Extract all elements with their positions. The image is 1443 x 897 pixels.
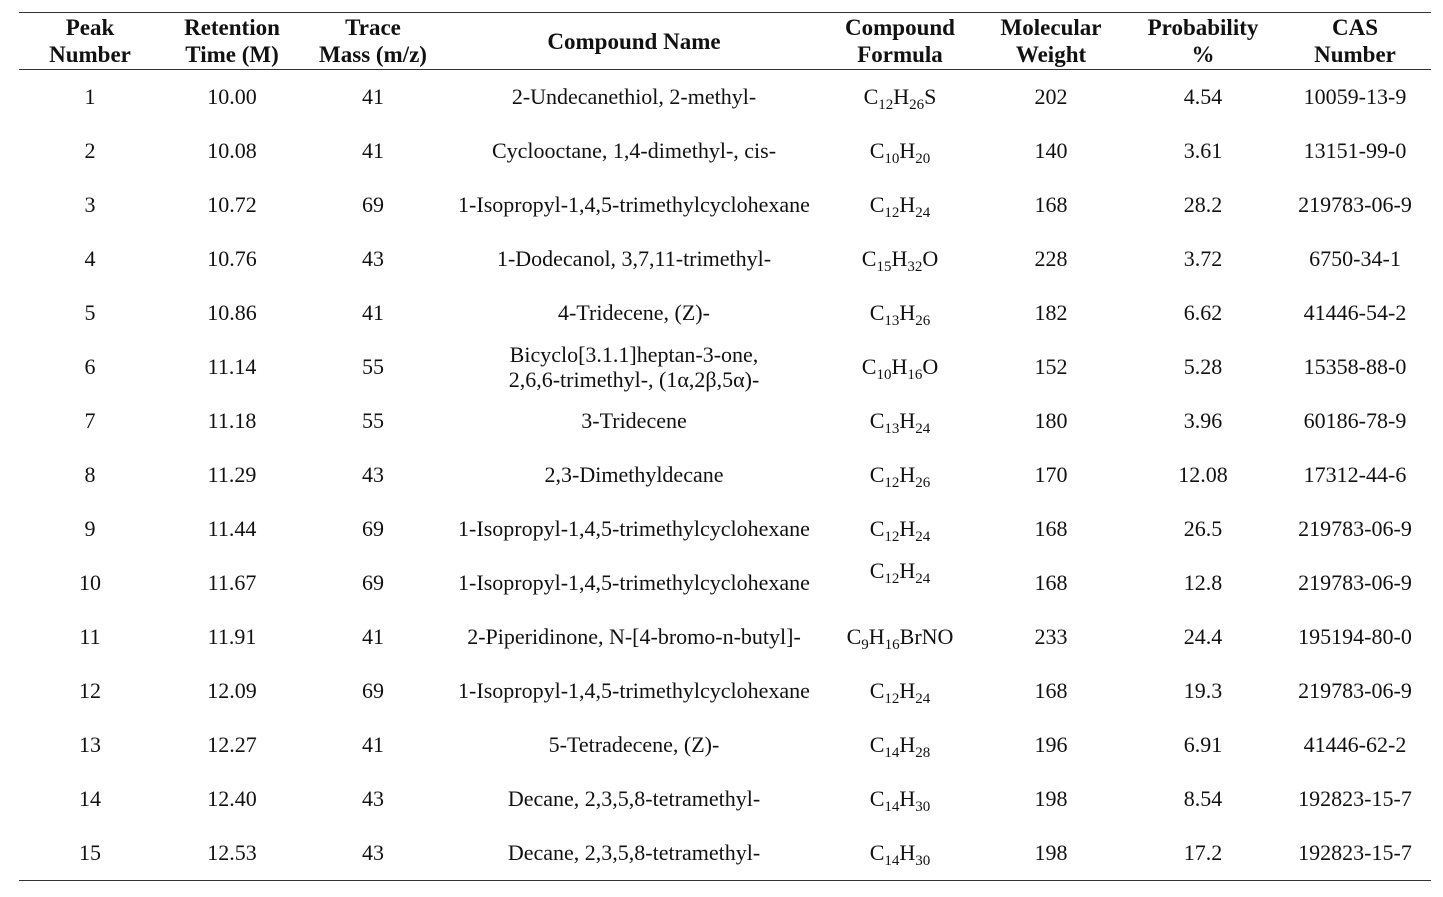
cell-probability: 4.54	[1183, 84, 1223, 109]
formula-subscript: 9	[861, 637, 869, 653]
cell-trace-mass: 55	[362, 408, 384, 433]
cell-compound-name	[443, 286, 825, 340]
compound-name-line: 1-Isopropyl-1,4,5-trimethylcyclohexane	[458, 678, 810, 703]
formula-element: C	[869, 300, 885, 325]
cell-retention-time: 10.72	[207, 192, 257, 217]
cell-trace-mass: 55	[362, 354, 384, 379]
cell-molecular-weight: 168	[1034, 516, 1068, 541]
compound-name-line: 2,3-Dimethyldecane	[544, 462, 724, 487]
table-row	[19, 448, 1431, 502]
cell-peak-number: 1	[84, 84, 96, 109]
cell-compound-name	[443, 70, 825, 125]
cell-compound-name	[443, 826, 825, 881]
formula-text	[869, 558, 931, 587]
formula-element: C	[861, 354, 877, 379]
cell-retention-time: 12.53	[161, 826, 303, 881]
formula-subscript: 24	[915, 421, 931, 437]
formula-subscript: 14	[884, 799, 900, 815]
compound-name-line: 1-Isopropyl-1,4,5-trimethylcyclohexane	[458, 192, 810, 217]
table-row	[19, 286, 1431, 340]
formula-text	[869, 732, 931, 761]
cell-cas-number: 219783-06-9	[1298, 678, 1412, 703]
formula-subscript: 12	[884, 475, 900, 491]
cell-compound-formula	[825, 502, 975, 556]
cell-peak-number: 11	[79, 624, 101, 649]
compound-name-line: 5-Tetradecene, (Z)-	[548, 732, 720, 757]
formula-element: C	[863, 84, 879, 109]
cell-cas-number: 13151-99-0	[1303, 138, 1407, 163]
formula-subscript: 28	[915, 745, 931, 761]
formula-element: C	[869, 840, 885, 865]
cell-probability: 12.08	[1178, 462, 1228, 487]
formula-subscript: 16	[884, 637, 900, 653]
header-row	[19, 13, 1431, 70]
header-line-2: Formula	[857, 42, 943, 67]
cell-compound-name	[443, 124, 825, 178]
cell-retention-time: 11.67	[207, 570, 257, 595]
cell-probability: 3.61	[1183, 138, 1223, 163]
cell-compound-formula	[825, 448, 975, 502]
cell-compound-name	[443, 556, 825, 610]
formula-text	[869, 462, 931, 491]
header-probability	[1127, 13, 1279, 70]
cell-molecular-weight: 170	[1034, 462, 1068, 487]
formula-text	[869, 786, 931, 815]
cell-peak-number: 14	[79, 786, 101, 811]
formula-element: H	[899, 732, 916, 757]
compound-name-line: 2-Piperidinone, N-[4-bromo-n-butyl]-	[467, 624, 801, 649]
cell-probability: 24.4	[1183, 624, 1223, 649]
formula-element: H	[899, 300, 916, 325]
cell-compound-formula	[825, 772, 975, 826]
formula-subscript: 30	[915, 799, 931, 815]
formula-subscript: 26	[915, 475, 931, 491]
cell-probability: 3.72	[1183, 246, 1223, 271]
cell-trace-mass: 41	[362, 138, 384, 163]
cell-probability: 6.62	[1183, 300, 1223, 325]
cell-cas-number: 60186-78-9	[1303, 408, 1407, 433]
header-line-2: %	[1191, 42, 1215, 67]
formula-text	[869, 138, 931, 167]
cell-retention-time: 11.29	[207, 462, 257, 487]
cell-trace-mass: 69	[362, 570, 384, 595]
header-line-1: Compound Name	[547, 28, 721, 54]
cell-compound-name	[443, 772, 825, 826]
formula-element: H	[899, 840, 916, 865]
formula-subscript: 32	[907, 259, 923, 275]
cell-probability: 6.91	[1183, 732, 1223, 757]
formula-element: H	[899, 558, 916, 583]
cell-molecular-weight: 198	[1034, 786, 1068, 811]
compound-name-line: 2-Undecanethiol, 2-methyl-	[511, 84, 757, 109]
cell-cas-number: 15358-88-0	[1303, 354, 1407, 379]
cell-compound-name	[443, 502, 825, 556]
cell-molecular-weight: 182	[1034, 300, 1068, 325]
header-line-2: Mass (m/z)	[319, 42, 427, 67]
header-line-1: Trace	[345, 15, 401, 40]
cell-trace-mass: 41	[362, 624, 384, 649]
header-peak-number	[19, 13, 161, 70]
cell-compound-formula	[825, 178, 975, 232]
header-compound-formula	[825, 13, 975, 70]
cell-retention-time: 11.44	[207, 516, 257, 541]
cell-compound-formula	[825, 610, 975, 664]
formula-element: C	[869, 732, 885, 757]
header-compound-name	[443, 13, 825, 70]
cell-trace-mass: 69	[362, 192, 384, 217]
formula-element: H	[899, 138, 916, 163]
header-line-2: Time (M)	[185, 42, 279, 67]
formula-text	[869, 408, 931, 437]
table-row	[19, 178, 1431, 232]
formula-element: BrNO	[899, 624, 954, 649]
header-line-1: Molecular	[1000, 15, 1102, 40]
cell-molecular-weight: 168	[1034, 192, 1068, 217]
cell-compound-formula	[825, 826, 975, 881]
formula-element: H	[899, 462, 916, 487]
formula-element: H	[899, 786, 916, 811]
cell-compound-formula	[825, 232, 975, 286]
compound-table	[19, 12, 1431, 881]
cell-compound-formula	[825, 556, 975, 610]
compound-table-container	[19, 12, 1431, 881]
header-line-1: Retention	[184, 15, 280, 40]
cell-molecular-weight: 196	[1034, 732, 1068, 757]
formula-element: H	[893, 84, 910, 109]
cell-probability: 26.5	[1183, 516, 1223, 541]
compound-name-line: 1-Isopropyl-1,4,5-trimethylcyclohexane	[458, 516, 810, 541]
formula-text	[861, 246, 939, 275]
compound-name-line: Decane, 2,3,5,8-tetramethyl-	[507, 840, 761, 865]
formula-element: C	[869, 138, 885, 163]
cell-cas-number: 192823-15-7	[1279, 826, 1431, 881]
header-molecular-weight	[975, 13, 1127, 70]
header-line-2: Number	[1314, 42, 1396, 67]
cell-trace-mass: 41	[362, 84, 384, 109]
compound-name-line: Decane, 2,3,5,8-tetramethyl-	[507, 786, 761, 811]
cell-cas-number: 195194-80-0	[1298, 624, 1412, 649]
formula-subscript: 13	[884, 313, 900, 329]
table-row	[19, 718, 1431, 772]
formula-subscript: 13	[884, 421, 900, 437]
cell-compound-formula	[825, 340, 975, 394]
cell-retention-time: 12.09	[207, 678, 257, 703]
formula-subscript: 30	[915, 853, 931, 869]
formula-subscript: 24	[915, 691, 931, 707]
cell-cas-number: 10059-13-9	[1303, 84, 1407, 109]
compound-name-line: Bicyclo[3.1.1]heptan-3-one,	[509, 342, 759, 367]
formula-element: O	[922, 354, 939, 379]
cell-cas-number: 17312-44-6	[1303, 462, 1407, 487]
cell-compound-name	[443, 610, 825, 664]
table-body	[19, 70, 1431, 881]
cell-compound-formula	[825, 718, 975, 772]
compound-name-line: 3-Tridecene	[581, 408, 687, 433]
cell-peak-number: 8	[84, 462, 96, 487]
formula-element: C	[869, 678, 885, 703]
formula-text	[869, 840, 931, 869]
cell-molecular-weight: 228	[1034, 246, 1068, 271]
cell-compound-name	[443, 178, 825, 232]
cell-trace-mass: 41	[362, 300, 384, 325]
compound-name-line: Cyclooctane, 1,4-dimethyl-, cis-	[491, 138, 777, 163]
table-row	[19, 772, 1431, 826]
formula-text	[863, 84, 937, 113]
formula-element: H	[891, 354, 908, 379]
cell-retention-time: 12.27	[207, 732, 257, 757]
cell-retention-time: 10.08	[207, 138, 257, 163]
cell-retention-time: 10.76	[207, 246, 257, 271]
formula-element: H	[899, 678, 916, 703]
table-row	[19, 610, 1431, 664]
formula-text	[861, 354, 939, 383]
cell-compound-formula	[825, 664, 975, 718]
table-row	[19, 394, 1431, 448]
cell-cas-number: 219783-06-9	[1298, 570, 1412, 595]
compound-name-line: 1-Isopropyl-1,4,5-trimethylcyclohexane	[458, 570, 810, 595]
cell-trace-mass: 69	[362, 516, 384, 541]
compound-name-line: 4-Tridecene, (Z)-	[558, 300, 710, 325]
cell-molecular-weight: 140	[1034, 138, 1068, 163]
formula-subscript: 24	[915, 205, 931, 221]
header-line-1: Compound	[845, 15, 955, 40]
formula-text	[846, 624, 954, 653]
table-header	[19, 13, 1431, 70]
formula-element: C	[869, 516, 885, 541]
cell-cas-number: 41446-54-2	[1303, 300, 1407, 325]
formula-element: C	[861, 246, 877, 271]
cell-compound-name	[443, 448, 825, 502]
cell-molecular-weight: 202	[1034, 84, 1068, 109]
formula-element: H	[868, 624, 885, 649]
header-line-2: Weight	[1015, 42, 1087, 67]
cell-peak-number: 7	[84, 408, 96, 433]
table-row	[19, 826, 1431, 881]
cell-peak-number: 6	[84, 354, 96, 379]
formula-text	[869, 678, 931, 707]
formula-subscript: 12	[884, 205, 900, 221]
compound-name-line: 2,6,6-trimethyl-, (1α,2β,5α)-	[508, 367, 760, 392]
formula-element: H	[891, 246, 908, 271]
formula-subscript: 12	[884, 691, 900, 707]
cell-compound-name	[443, 394, 825, 448]
cell-compound-formula	[825, 70, 975, 125]
cell-compound-name	[443, 664, 825, 718]
formula-element: H	[899, 192, 916, 217]
cell-retention-time: 11.91	[207, 624, 257, 649]
cell-retention-time: 11.14	[207, 354, 257, 379]
table-row	[19, 556, 1431, 610]
cell-cas-number: 192823-15-7	[1298, 786, 1412, 811]
cell-retention-time: 10.86	[207, 300, 257, 325]
cell-compound-name	[443, 718, 825, 772]
formula-element: O	[922, 246, 939, 271]
formula-element: C	[869, 462, 885, 487]
cell-probability: 19.3	[1183, 678, 1223, 703]
cell-cas-number: 219783-06-9	[1298, 516, 1412, 541]
cell-trace-mass: 43	[303, 826, 443, 881]
cell-probability: 8.54	[1183, 786, 1223, 811]
cell-cas-number: 6750-34-1	[1309, 246, 1401, 271]
formula-text	[869, 516, 931, 545]
formula-element: H	[899, 516, 916, 541]
formula-element: C	[869, 558, 885, 583]
cell-peak-number: 13	[79, 732, 101, 757]
cell-peak-number: 5	[84, 300, 96, 325]
cell-peak-number: 3	[84, 192, 96, 217]
formula-subscript: 26	[915, 313, 931, 329]
formula-element: C	[869, 192, 885, 217]
formula-element: C	[869, 786, 885, 811]
compound-name-line: 1-Dodecanol, 3,7,11-trimethyl-	[496, 246, 772, 271]
formula-subscript: 10	[884, 151, 900, 167]
cell-compound-formula	[825, 286, 975, 340]
cell-trace-mass: 69	[362, 678, 384, 703]
header-trace-mass	[303, 13, 443, 70]
cell-molecular-weight: 180	[1034, 408, 1068, 433]
cell-molecular-weight: 168	[1034, 678, 1068, 703]
cell-peak-number: 10	[79, 570, 101, 595]
formula-subscript: 20	[915, 151, 931, 167]
formula-subscript: 24	[915, 529, 931, 545]
header-cas-number	[1279, 13, 1431, 70]
cell-probability: 28.2	[1183, 192, 1223, 217]
table-row	[19, 70, 1431, 125]
cell-probability: 17.2	[1127, 826, 1279, 881]
cell-retention-time: 10.00	[207, 84, 257, 109]
cell-compound-formula	[825, 394, 975, 448]
table-row	[19, 340, 1431, 394]
cell-peak-number: 2	[84, 138, 96, 163]
cell-molecular-weight: 152	[1034, 354, 1068, 379]
cell-trace-mass: 43	[362, 246, 384, 271]
cell-trace-mass: 43	[362, 786, 384, 811]
cell-probability: 3.96	[1183, 408, 1223, 433]
formula-subscript: 14	[884, 745, 900, 761]
cell-peak-number: 4	[84, 246, 96, 271]
formula-element: C	[869, 408, 885, 433]
formula-subscript: 16	[907, 367, 923, 383]
cell-peak-number: 9	[84, 516, 96, 541]
cell-molecular-weight: 198	[975, 826, 1127, 881]
table-row	[19, 232, 1431, 286]
cell-molecular-weight: 233	[1034, 624, 1068, 649]
cell-trace-mass: 41	[362, 732, 384, 757]
formula-text	[869, 192, 931, 221]
formula-subscript: 14	[884, 853, 900, 869]
formula-subscript: 26	[909, 97, 925, 113]
header-line-1: Peak	[65, 15, 115, 40]
formula-subscript: 12	[884, 529, 900, 545]
formula-element: S	[924, 84, 937, 109]
cell-compound-name	[443, 232, 825, 286]
formula-text	[869, 300, 931, 329]
cell-compound-name	[443, 340, 825, 394]
table-row	[19, 124, 1431, 178]
formula-subscript: 10	[876, 367, 892, 383]
cell-cas-number: 219783-06-9	[1298, 192, 1412, 217]
cell-cas-number: 41446-62-2	[1303, 732, 1407, 757]
formula-subscript: 15	[876, 259, 892, 275]
table-row	[19, 502, 1431, 556]
formula-element: H	[899, 408, 916, 433]
formula-element: C	[846, 624, 862, 649]
cell-molecular-weight: 168	[1034, 570, 1068, 595]
header-line-1: CAS	[1331, 15, 1378, 40]
cell-compound-formula	[825, 124, 975, 178]
cell-retention-time: 11.18	[207, 408, 257, 433]
table-row	[19, 664, 1431, 718]
cell-probability: 12.8	[1183, 570, 1223, 595]
formula-subscript: 12	[878, 97, 894, 113]
formula-subscript: 24	[915, 571, 931, 587]
cell-retention-time: 12.40	[207, 786, 257, 811]
cell-trace-mass: 43	[362, 462, 384, 487]
header-line-2: Number	[49, 42, 131, 67]
cell-peak-number: 15	[19, 826, 161, 881]
header-retention-time	[161, 13, 303, 70]
header-line-1: Probability	[1147, 15, 1259, 40]
formula-subscript: 12	[884, 571, 900, 587]
cell-probability: 5.28	[1183, 354, 1223, 379]
cell-peak-number: 12	[79, 678, 101, 703]
